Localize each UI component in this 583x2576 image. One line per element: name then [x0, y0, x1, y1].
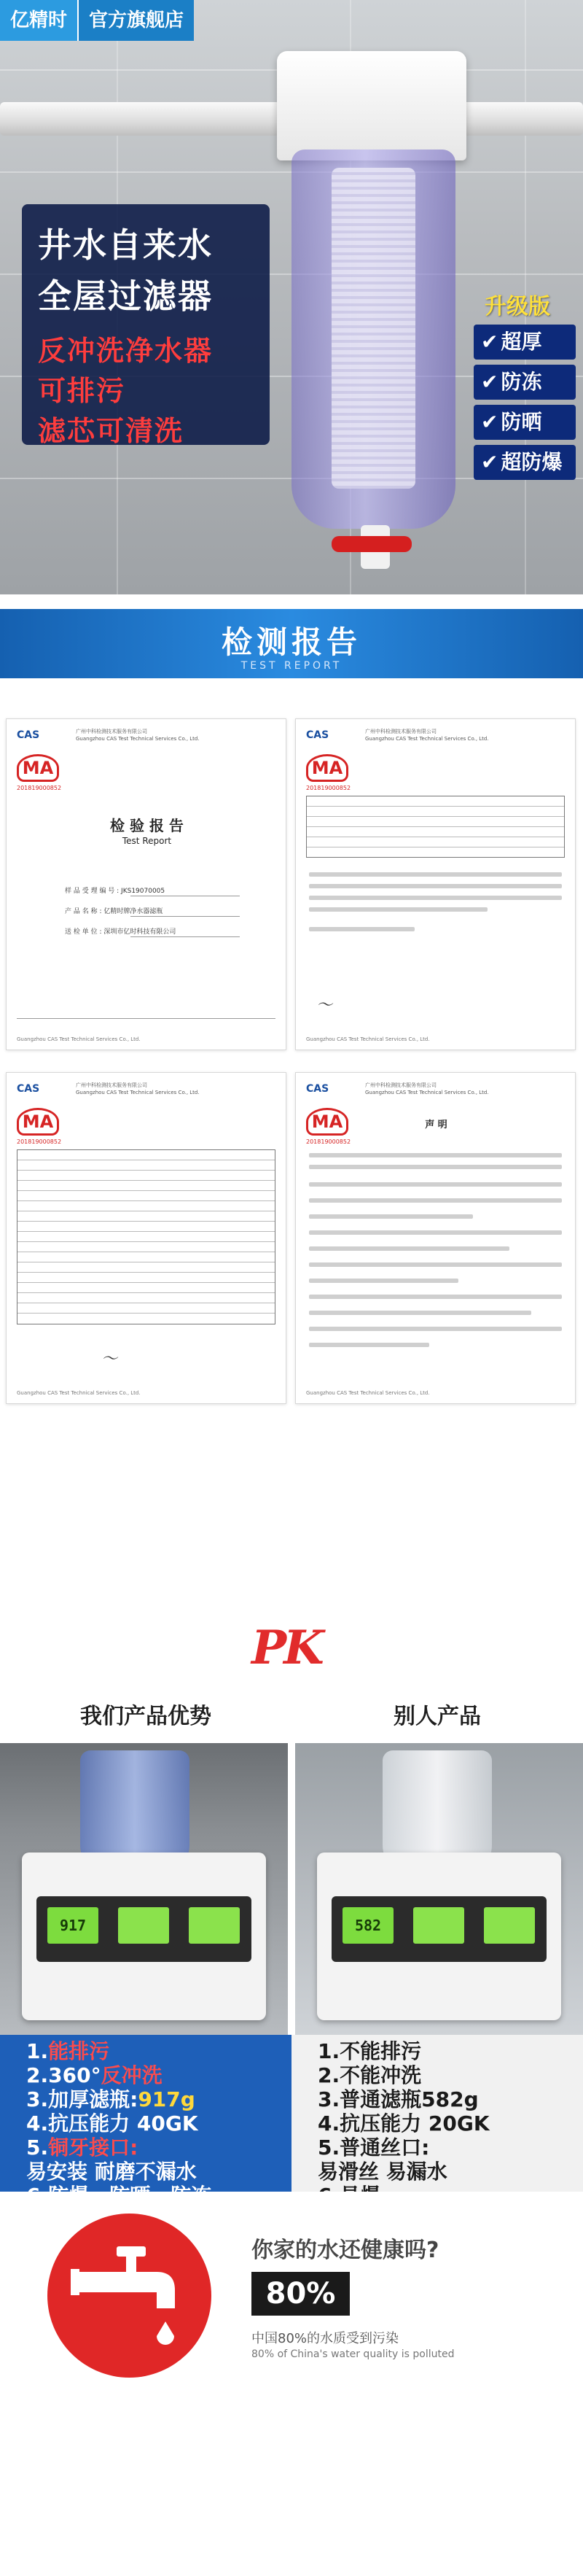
doc-text-line [309, 1153, 562, 1157]
doc-field: 样 品 受 理 编 号 : JKS19070005 [65, 888, 165, 895]
weight-lcd: 582 [343, 1907, 394, 1944]
ma-stamp: MA [17, 1108, 59, 1136]
doc-text-line [309, 1198, 562, 1203]
upgrade-item [474, 365, 576, 400]
doc-footer: Guangzhou CAS Test Technical Services Co., Ltd. [17, 1036, 141, 1042]
other-product-photo [295, 1743, 583, 2035]
lab-name: 广州中科检测技术服务有限公司 Guangzhou CAS Test Technical Services Co., Ltd. [365, 1082, 489, 1095]
signature: ～ [316, 996, 333, 1015]
feature-item: 易滑丝 易漏水 [318, 2160, 447, 2184]
doc-text-line [309, 907, 488, 912]
ma-stamp: MA [306, 754, 348, 782]
our-product-photo [0, 1743, 288, 2035]
doc-text-line [309, 1214, 473, 1219]
doc-subtitle: Test Report [122, 836, 172, 846]
feature-item: 4.抗压能力 40GK [26, 2111, 198, 2135]
check-icon: ✔ [481, 370, 498, 394]
cas-logo: CAS [306, 1083, 329, 1095]
feature-item: 3.加厚滤瓶:917g [26, 2087, 195, 2111]
valve-handle [332, 536, 412, 552]
feature-item: 易安装 耐磨不漏水 [26, 2160, 197, 2184]
feature-item: 4.抗压能力 20GK [318, 2111, 490, 2135]
hero-feature-1: 反冲洗净水器 [38, 335, 214, 367]
check-icon: ✔ [481, 450, 498, 474]
feature-item: 1.不能排污 [318, 2039, 422, 2063]
doc-field: 产 品 名 称 : 亿精时牌净水器滤瓶 [65, 908, 163, 915]
lab-name: 广州中科检测技术服务有限公司 Guangzhou CAS Test Technical Services Co., Ltd. [76, 1082, 200, 1095]
pk-logo: PK [251, 1621, 321, 1675]
cas-logo: CAS [17, 1083, 40, 1095]
doc-text-line [309, 1279, 458, 1283]
upgrade-label: 超防爆 [501, 450, 563, 474]
page-bottom-blank [0, 2396, 583, 2576]
doc-underline [130, 936, 240, 937]
results-table [17, 1149, 275, 1324]
doc-title: 检 验 报 告 [110, 817, 184, 834]
pollution-text-cn: 中国80%的水质受到污染 [251, 2331, 399, 2346]
report-title: 检测报告 [221, 624, 361, 660]
lab-name: 广州中科检测技术服务有限公司 Guangzhou CAS Test Technical Services Co., Ltd. [76, 729, 200, 742]
total-lcd [484, 1907, 535, 1944]
doc-text-line [309, 927, 415, 931]
our-product-title: 我们产品优势 [80, 1704, 211, 1729]
cert-number: 201819000852 [306, 785, 351, 791]
upgrade-item [474, 325, 576, 360]
feature-item: 3.普通滤瓶582g [318, 2087, 479, 2111]
doc-text-line [309, 872, 562, 877]
doc-text-line [309, 1246, 509, 1251]
feature-item: 1.能排污 [26, 2039, 110, 2063]
doc-underline [130, 916, 240, 917]
doc-table [306, 796, 565, 858]
report-page-cover[interactable] [6, 718, 286, 1050]
upgrade-label: 防冻 [501, 370, 542, 394]
cert-number: 201819000852 [17, 1138, 62, 1145]
report-page-summary[interactable] [295, 718, 576, 1050]
upgrade-item [474, 405, 576, 440]
doc-text-line [309, 1182, 562, 1187]
feature-item: 5.普通丝口: [318, 2135, 430, 2160]
doc-text-line [309, 1165, 562, 1169]
water-pipe-left [0, 102, 292, 136]
doc-text-line [309, 1327, 562, 1331]
doc-text-line [309, 1311, 531, 1315]
weighing-scale [22, 1853, 266, 2020]
check-icon: ✔ [481, 410, 498, 434]
doc-footer: Guangzhou CAS Test Technical Services Co., Ltd. [306, 1390, 430, 1396]
shop-tag[interactable] [0, 0, 194, 41]
report-page-statement[interactable] [295, 1072, 576, 1404]
store-label[interactable]: 官方旗舰店 [77, 0, 194, 41]
feature-item: 5.铜牙接口: [26, 2135, 138, 2160]
report-page-results[interactable] [6, 1072, 286, 1404]
faucet-icon [47, 2214, 211, 2378]
lab-name: 广州中科检测技术服务有限公司 Guangzhou CAS Test Technical Services Co., Ltd. [365, 729, 489, 742]
price-lcd [413, 1907, 464, 1944]
cert-number: 201819000852 [306, 1138, 351, 1145]
cas-logo: CAS [17, 729, 40, 741]
doc-text-line [309, 1230, 562, 1235]
hero-headline-1: 井水自来水 [38, 225, 213, 265]
doc-text-line [309, 1295, 562, 1299]
check-icon: ✔ [481, 330, 498, 354]
cert-number: 201819000852 [17, 785, 62, 791]
hero-headline-2: 全屋过滤器 [38, 276, 213, 316]
water-pipe-right [452, 102, 583, 136]
water-question: 你家的水还健康吗? [251, 2238, 439, 2263]
signature: ～ [101, 1350, 118, 1368]
doc-text-line [309, 1343, 429, 1347]
total-lcd [189, 1907, 240, 1944]
hero-feature-2: 可排污 [38, 375, 126, 407]
ma-stamp: MA [17, 754, 59, 782]
weight-lcd: 917 [47, 1907, 98, 1944]
upgrade-item [474, 445, 576, 480]
report-subtitle: TEST REPORT [240, 660, 343, 672]
cas-logo: CAS [306, 729, 329, 741]
other-product-title: 别人产品 [394, 1704, 481, 1729]
doc-footer: Guangzhou CAS Test Technical Services Co., Ltd. [306, 1036, 430, 1042]
filter-head-image [277, 51, 466, 160]
upgrade-label: 超厚 [501, 330, 542, 354]
other-feature-list [292, 2035, 583, 2192]
weighing-scale [317, 1853, 561, 2020]
price-lcd [118, 1907, 169, 1944]
faucet-badge [47, 2214, 211, 2378]
pollution-text-en: 80% of China's water quality is polluted [251, 2348, 455, 2360]
doc-text-line [309, 884, 562, 888]
doc-divider [17, 1018, 275, 1019]
statement-title: 声 明 [425, 1120, 447, 1130]
hero-feature-3: 滤芯可清洗 [38, 415, 184, 447]
brand-name[interactable]: 亿精时 [0, 0, 77, 41]
feature-item: 2.不能冲洗 [318, 2063, 422, 2087]
pollution-percent: 80% [251, 2272, 350, 2316]
upgrade-title: 升级版 [485, 294, 550, 319]
ma-stamp: MA [306, 1108, 348, 1136]
hero-banner [0, 0, 583, 594]
filter-cartridge-image [332, 168, 415, 489]
scale-display-panel [36, 1896, 251, 1962]
scale-display-panel [332, 1896, 547, 1962]
doc-field: 送 检 单 位 : 深圳市亿时科技有限公司 [65, 928, 176, 936]
doc-footer: Guangzhou CAS Test Technical Services Co., Ltd. [17, 1390, 141, 1396]
feature-item: 2.360°反冲洗 [26, 2063, 163, 2087]
doc-text-line [309, 1262, 562, 1267]
doc-text-line [309, 896, 562, 900]
our-feature-list [0, 2035, 292, 2192]
upgrade-label: 防晒 [501, 410, 542, 434]
